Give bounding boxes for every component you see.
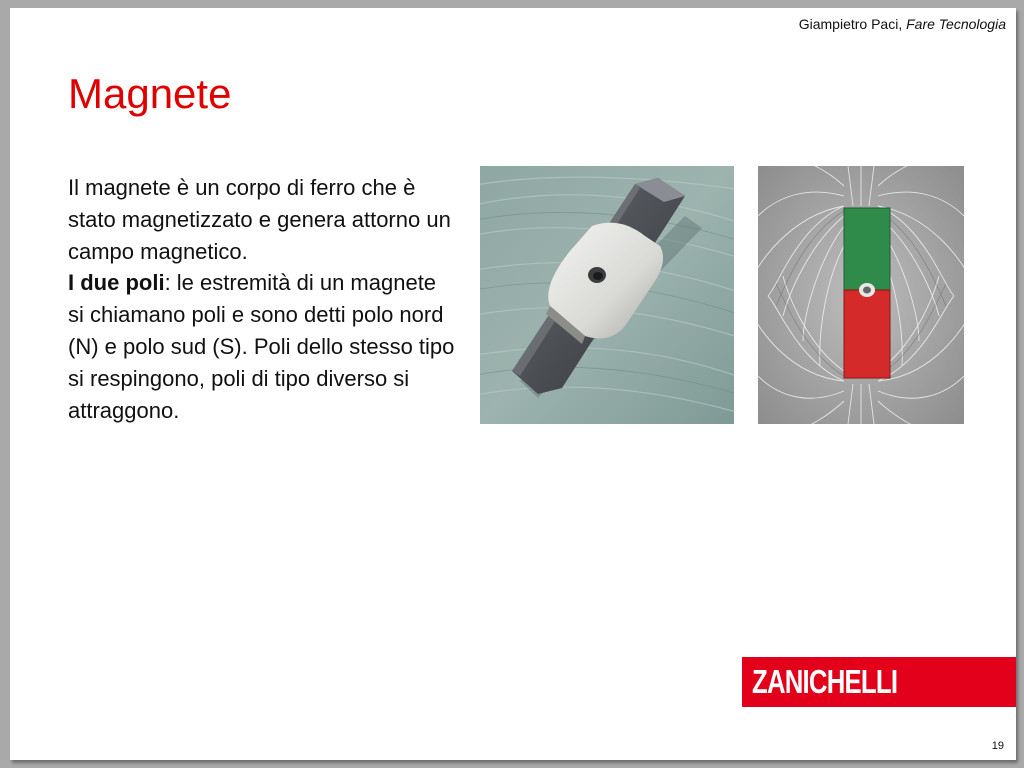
page-number: 19 — [991, 740, 1004, 752]
logo-text: ZANICHELLI — [752, 663, 898, 700]
body-text — [68, 172, 458, 426]
attribution — [799, 16, 1006, 32]
author-name: Giampietro Paci, — [798, 16, 907, 32]
iron-filings-svg — [758, 166, 964, 424]
poles-term: I due poli — [68, 270, 165, 296]
book-title: Fare Tecnologia — [906, 16, 1006, 32]
slide-title: Magnete — [68, 70, 232, 117]
iron-filings-photo — [758, 166, 964, 424]
slide — [10, 8, 1016, 760]
poles-description: : le estremità di un magnete si chiamano poli e sono detti polo nord (N) e polo sud (S). Poli dello stesso tipo si respingono, poli di tipo diverso si attraggono. — [68, 270, 455, 423]
magnet-photo-svg — [480, 166, 734, 424]
zanichelli-logo — [742, 657, 1016, 707]
paragraph-definition: Il magnete è un corpo di ferro che è stato magnetizzato e genera attorno un campo magnetico. — [68, 175, 451, 264]
magnet-photo — [480, 166, 734, 424]
paragraph-poles — [68, 267, 458, 426]
